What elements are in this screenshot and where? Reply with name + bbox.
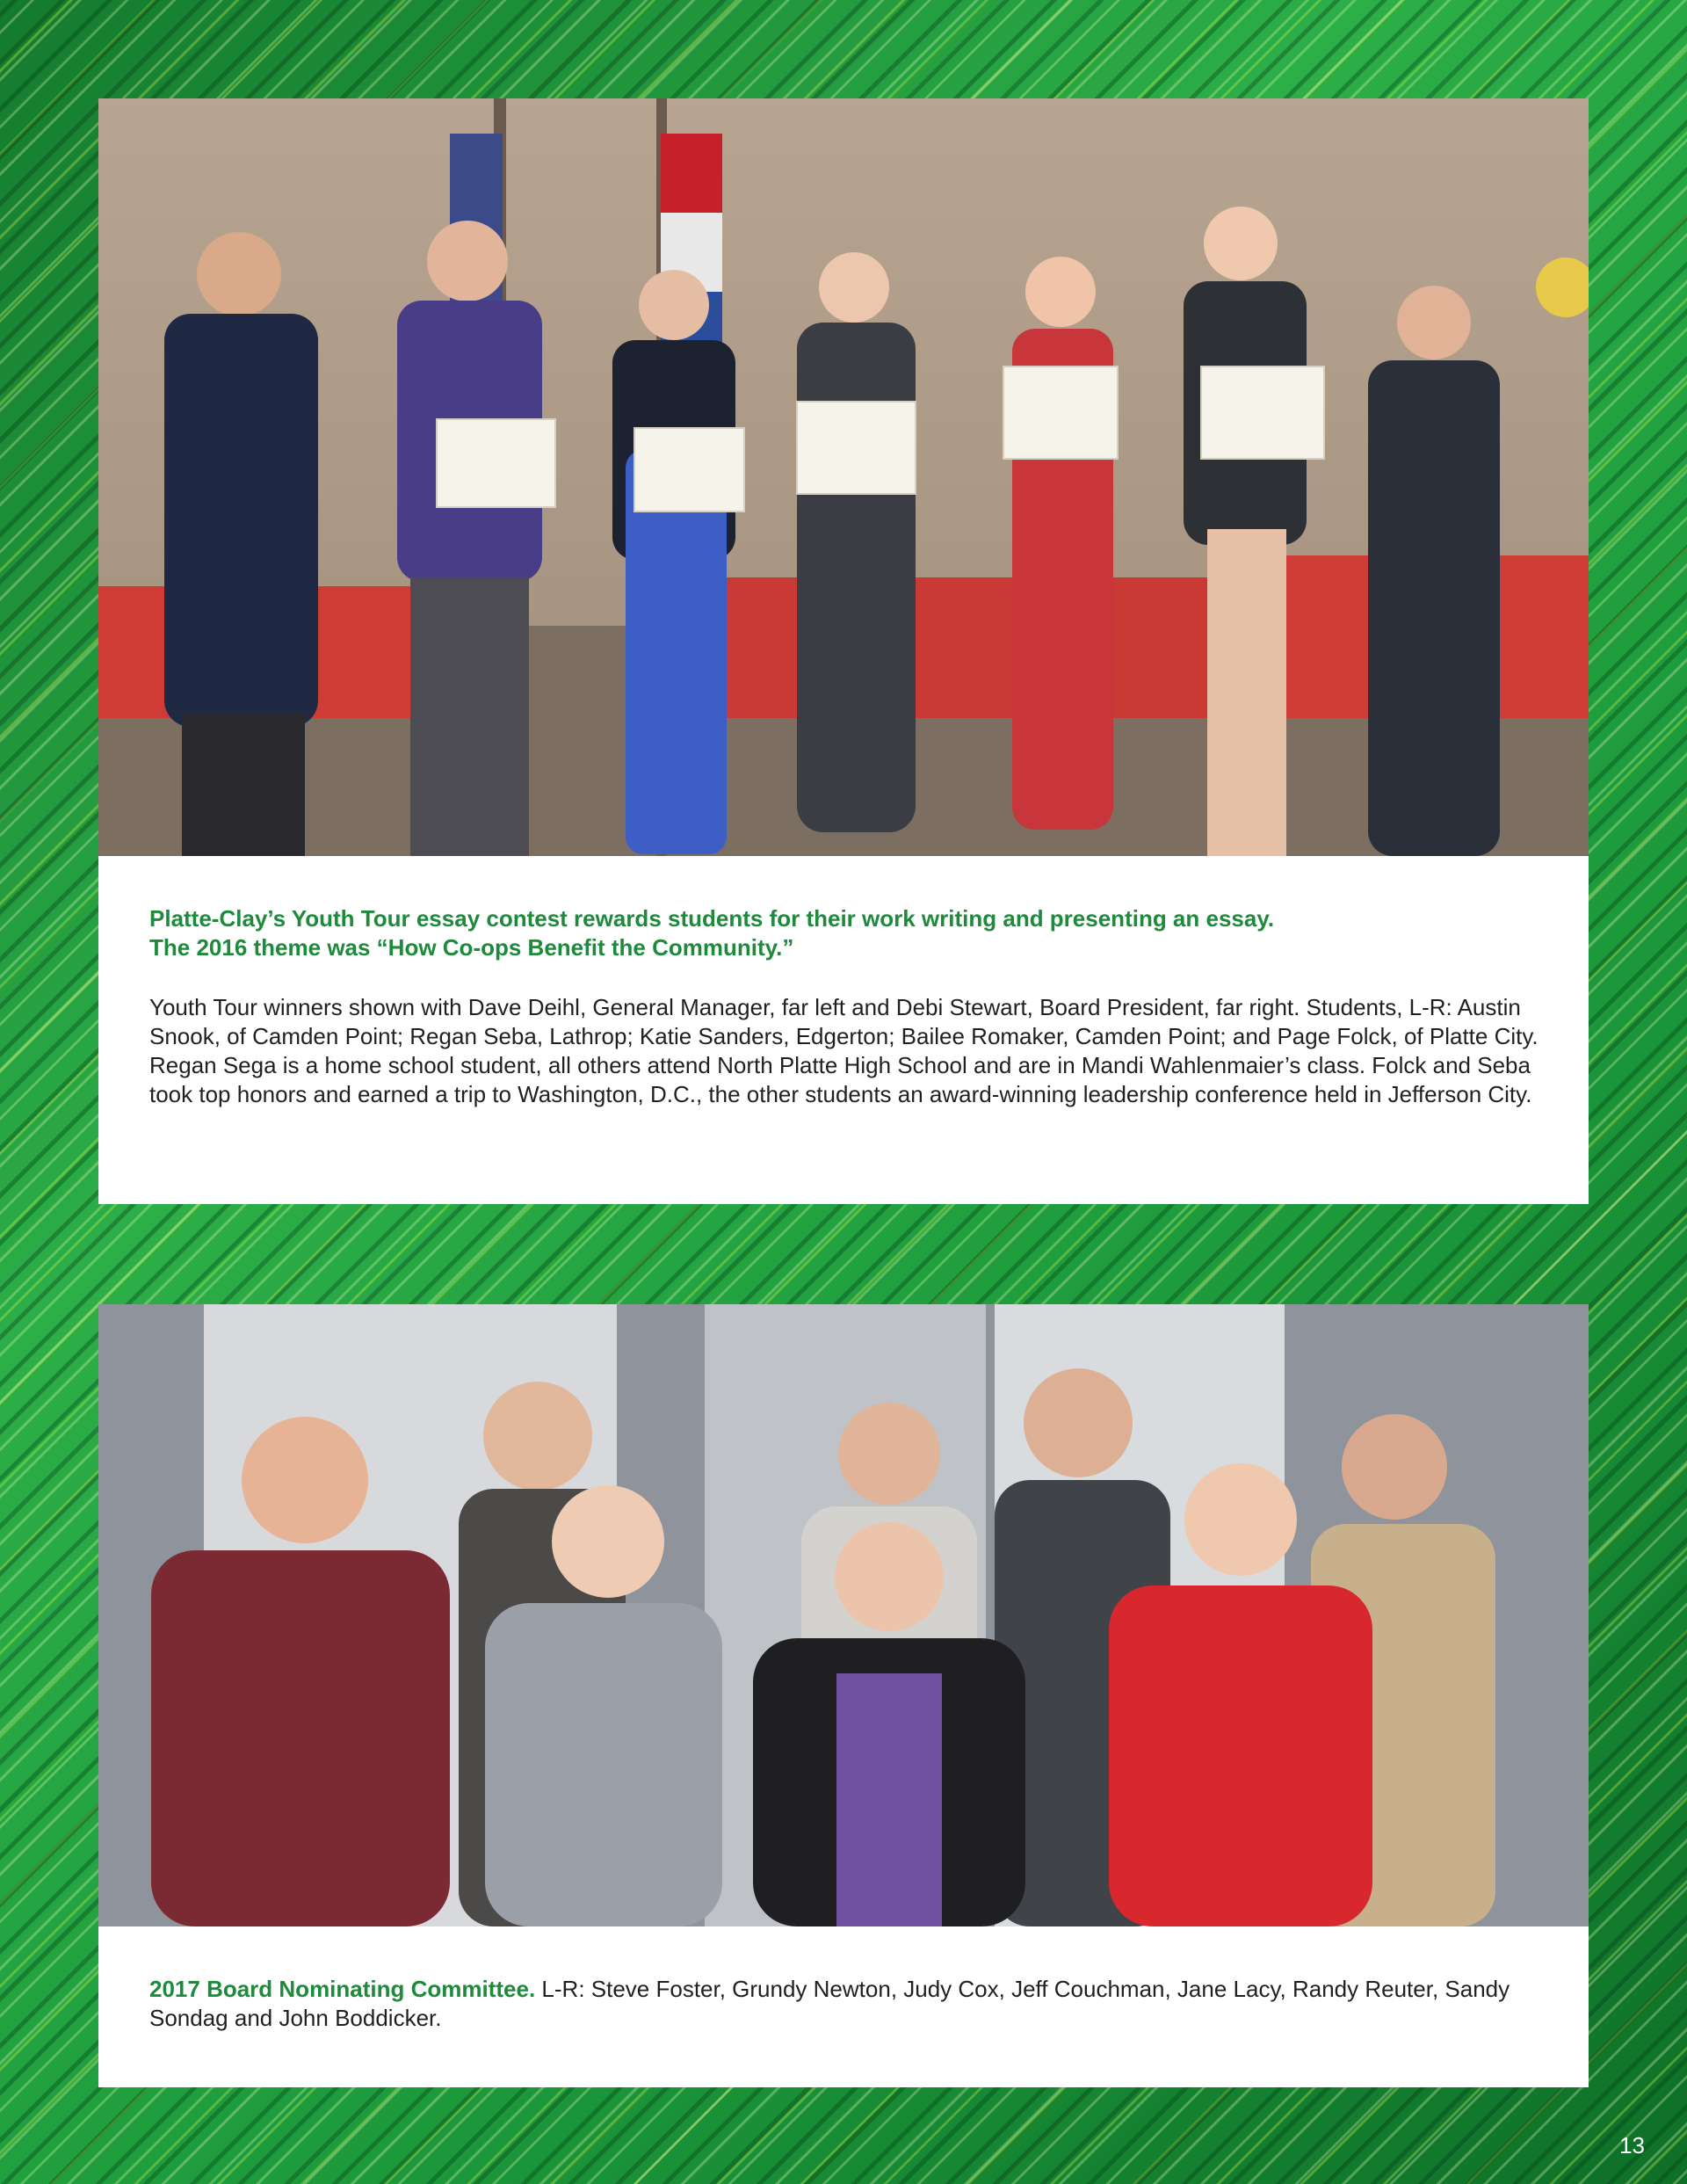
nominating-committee-caption [149,1975,1546,2033]
page-number: 13 [1619,2132,1645,2159]
nominating-committee-photo-illustration [98,1304,1589,1926]
nominating-committee-body: L-R: Steve Foster, Grundy Newton, Judy Cox, Jeff Couchman, Jane Lacy, Randy Reuter, Sandy Sondag and John Boddicker. [149,1976,1510,2031]
story-card-youth-tour [98,98,1589,1204]
youth-tour-photo [98,98,1589,856]
youth-tour-body: Youth Tour winners shown with Dave Deihl, General Manager, far left and Debi Stewart, Board President, far right. Students, L-R: Austin Snook, of Camden Point; Regan Seba, Lathrop; Katie Sanders, Edgerton; Bailee Romaker, Camden Point; and Page Folck, of Platte City. Regan Sega is a home school student, all others attend North Platte High School and are in Mandi Wahlenmaier’s class. Folck and Seba took top honors and earned a trip to Washington, D.C., the other students an award-winning leadership conference held in Jefferson City. [149,994,1539,1107]
nominating-committee-photo [98,1304,1589,1926]
youth-tour-headline-line-1: Platte-Clay’s Youth Tour essay contest rewards students for their work writing and presenting an essay. [149,905,1275,932]
youth-tour-headline [149,904,1546,962]
youth-tour-photo-illustration [98,98,1589,856]
nominating-committee-lead: 2017 Board Nominating Committee. [149,1976,536,2002]
youth-tour-headline-line-2: The 2016 theme was “How Co-ops Benefit the Community.” [149,934,794,961]
story-card-nominating-committee [98,1304,1589,2087]
